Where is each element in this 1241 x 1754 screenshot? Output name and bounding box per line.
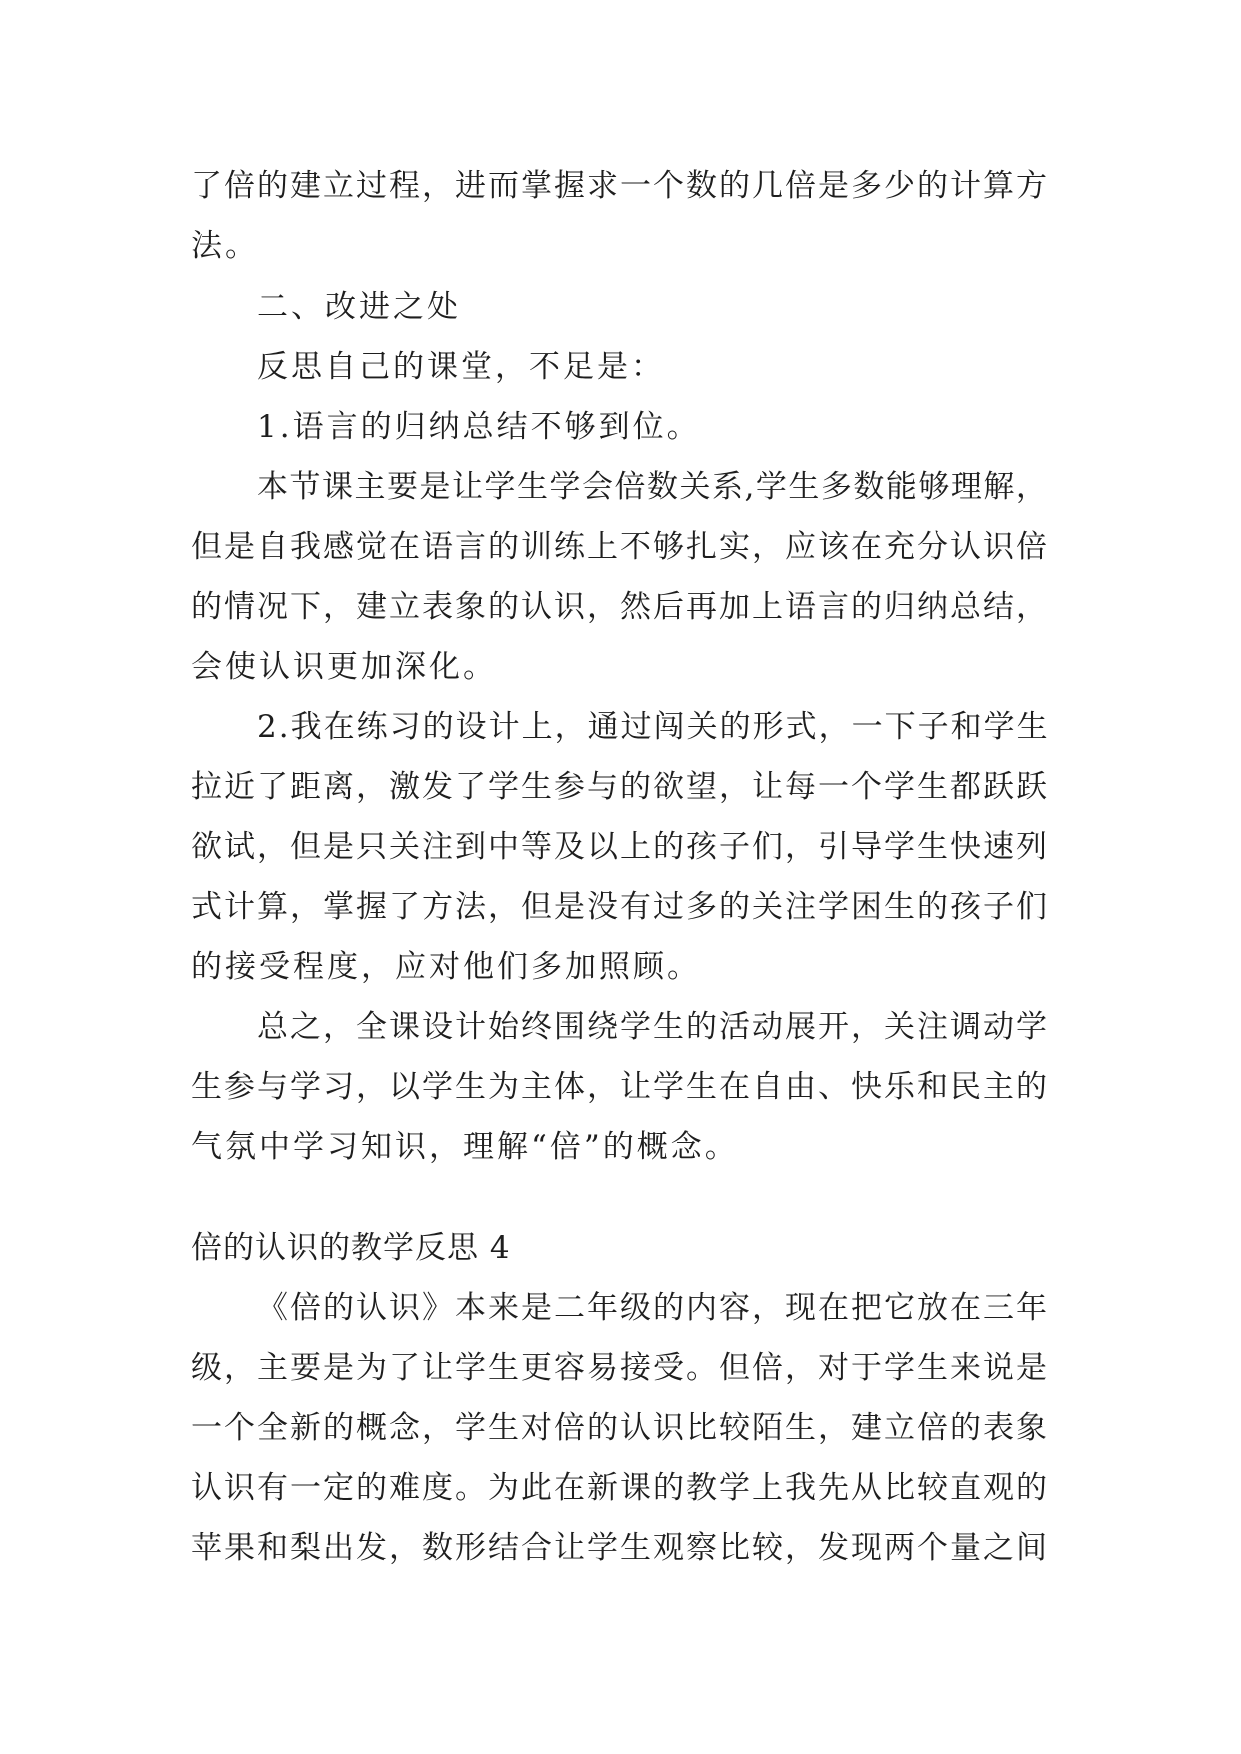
text-line: 欲试，但是只关注到中等及以上的孩子们，引导学生快速列 [191, 829, 1049, 865]
text-line: 了倍的建立过程，进而掌握求一个数的几倍是多少的计算方 [191, 168, 1049, 204]
text-line: 的情况下，建立表象的认识，然后再加上语言的归纳总结， [191, 589, 1049, 625]
text-line: 的接受程度，应对他们多加照顾。 [191, 949, 701, 985]
text-line: 本节课主要是让学生学会倍数关系,学生多数能够理解， [257, 469, 1049, 505]
text-line: 但是自我感觉在语言的训练上不够扎实，应该在充分认识倍 [191, 529, 1049, 565]
text-line: 总之，全课设计始终围绕学生的活动展开，关注调动学 [257, 1009, 1049, 1045]
text-line: 级，主要是为了让学生更容易接受。但倍，对于学生来说是 [191, 1350, 1049, 1386]
section-subheading: 二、改进之处 [257, 289, 461, 325]
text-line: 生参与学习，以学生为主体，让学生在自由、快乐和民主的 [191, 1069, 1049, 1105]
text-line: 拉近了距离，激发了学生参与的欲望，让每一个学生都跃跃 [191, 769, 1049, 805]
text-line: 2.我在练习的设计上，通过闯关的形式，一下子和学生 [257, 709, 1050, 745]
text-line: 1.语言的归纳总结不够到位。 [257, 409, 701, 445]
text-line: 苹果和梨出发，数形结合让学生观察比较，发现两个量之间 [191, 1530, 1049, 1566]
section-title: 倍的认识的教学反思 4 [191, 1230, 511, 1266]
text-line: 会使认识更加深化。 [191, 649, 497, 685]
text-line: 反思自己的课堂，不足是： [257, 349, 665, 385]
text-line: 气氛中学习知识，理解“倍”的概念。 [191, 1129, 739, 1165]
text-line: 认识有一定的难度。为此在新课的教学上我先从比较直观的 [191, 1470, 1049, 1506]
text-line: 法。 [191, 228, 259, 264]
text-line: 一个全新的概念，学生对倍的认识比较陌生，建立倍的表象 [191, 1410, 1049, 1446]
text-line: 《倍的认识》本来是二年级的内容，现在把它放在三年 [257, 1290, 1049, 1326]
text-line: 式计算，掌握了方法，但是没有过多的关注学困生的孩子们 [191, 889, 1049, 925]
